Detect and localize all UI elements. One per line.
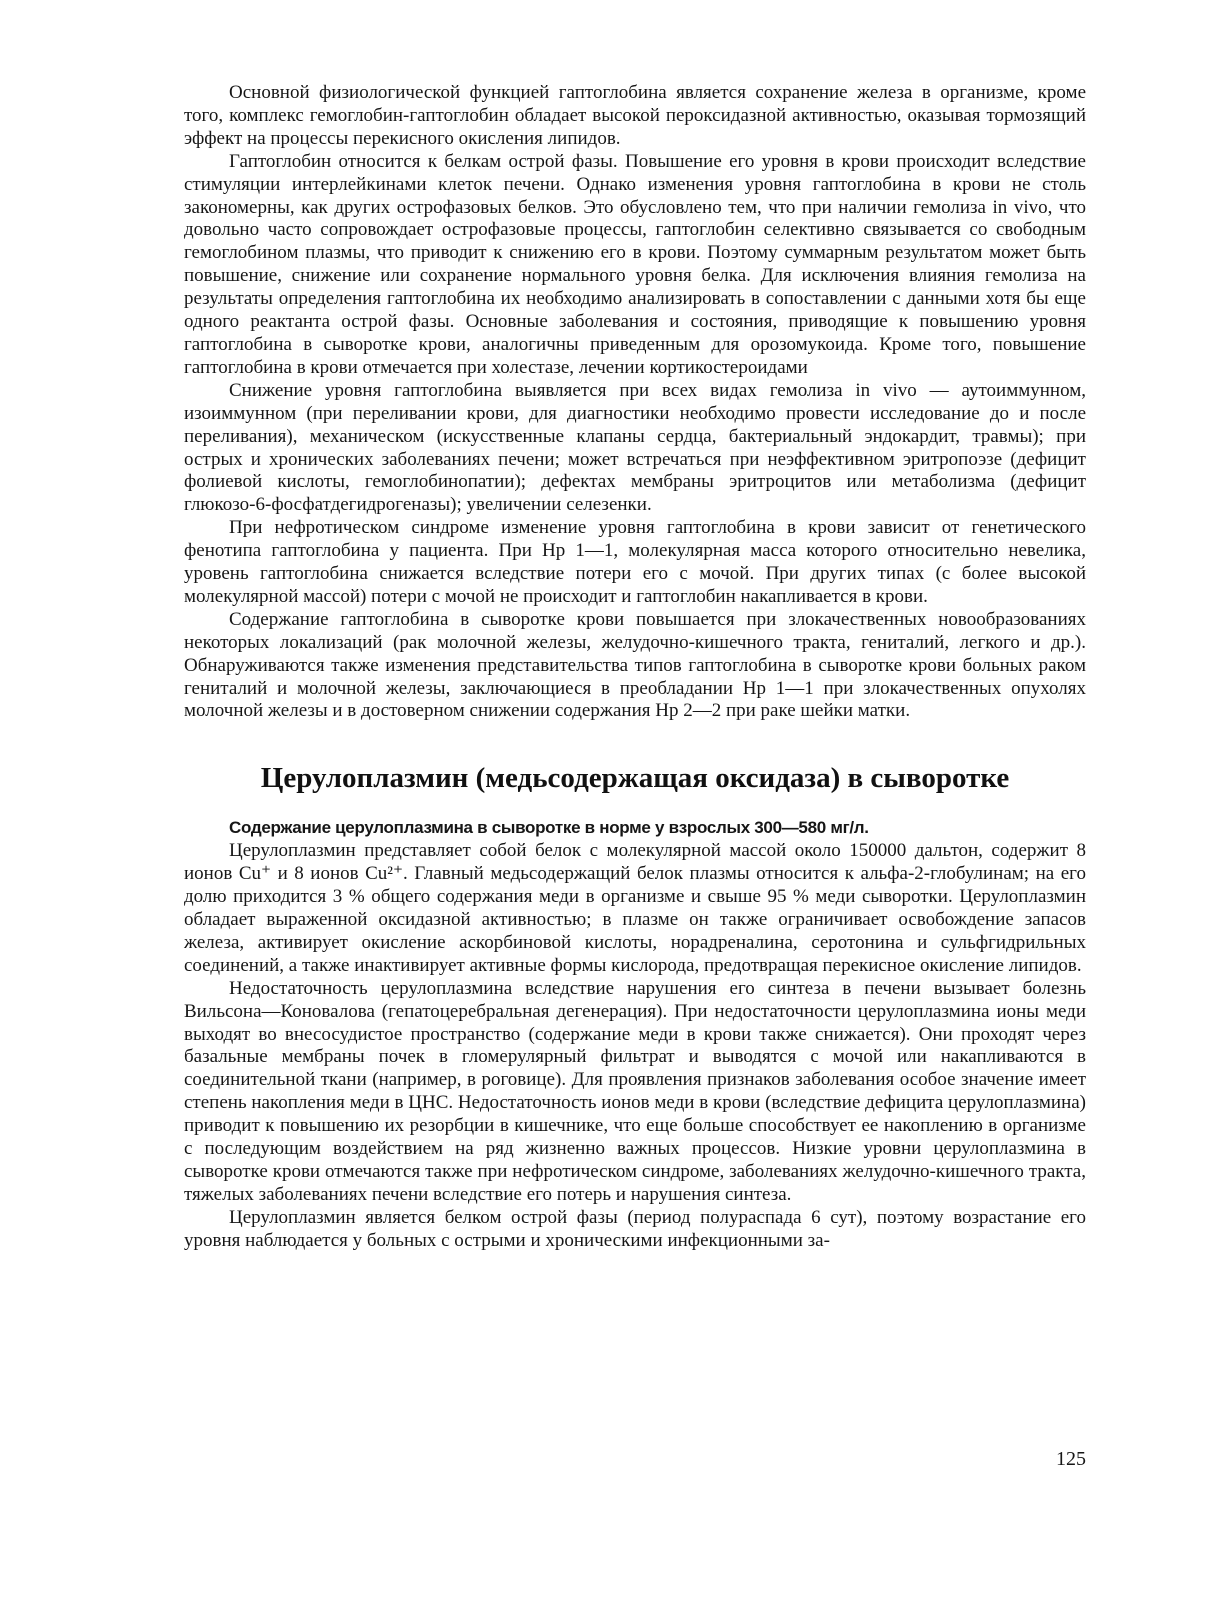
paragraph-ceruloplasmin-deficiency: Недостаточность церулоплазмина вследствие нарушения его синтеза в печени вызывает болезнь Вильсона—Коновалова (гепатоцеребральная дегенерация). При недостаточности церулоплазмина ионы меди выходят во внесосудистое пространство (содержание меди в крови также снижается). Они проходят через базальные мембраны почек в гломерулярный фильтрат и выводятся с мочой или накапливаются в соединительной ткани (например, в роговице). Для проявления признаков заболевания особое значение имеет степень накопления меди в ЦНС. Недостаточность ионов меди в крови (вследствие дефицита церулоплазмина) приводит к повышению их резорбции в кишечнике, что еще больше способствует ее накоплению в организме с последующим воздействием на ряд жизненно важных процессов. Низкие уровни церулоплазмина в сыворотке крови отмечаются также при нефротическом синдроме, заболеваниях желудочно-кишечного тракта, тяжелых заболеваниях печени вследствие его потерь и нарушения синтеза. bbox=[184, 977, 1086, 1205]
paragraph-haptoglobin-acute-phase: Гаптоглобин относится к белкам острой фазы. Повышение его уровня в крови происходит вследствие стимуляции интерлейкинами клеток печени. Однако изменения уровня гаптоглобина в крови не столь закономерны, как других острофазовых белков. Это обусловлено тем, что при наличии гемолиза in vivo, что довольно часто сопровождает острофазовые процессы, гаптоглобин селективно связывается со свободным гемоглобином плазмы, что приводит к снижению его в крови. Поэтому суммарным результатом может быть повышение, снижение или сохранение нормального уровня белка. Для исключения влияния гемолиза на результаты определения гаптоглобина их необходимо анализировать в сопоставлении с данными хотя бы еще одного реактанта острой фазы. Основные заболевания и состояния, приводящие к повышению уровня гаптоглобина в сыворотке крови, аналогичны приведенным для орозомукоида. Кроме того, повышение гаптоглобина в крови отмечается при холестазе, лечении кортикостероидами bbox=[184, 150, 1086, 378]
paragraph-haptoglobin-nephrotic: При нефротическом синдроме изменение уровня гаптоглобина в крови зависит от генетического фенотипа гаптоглобина у пациента. При Hp 1—1, молекулярная масса которого относительно невелика, уровень гаптоглобина снижается вследствие потери его с мочой. При других типах (с более высокой молекулярной массой) потери с мочой не происходит и гаптоглобин накапливается в крови. bbox=[184, 517, 1086, 607]
paragraph-ceruloplasmin-acute-phase: Церулоплазмин является белком острой фазы (период полураспада 6 сут), поэтому возрастание его уровня наблюдается у больных с острыми и хроническими инфекционными за- bbox=[184, 1206, 1086, 1251]
paragraph-haptoglobin-function: Основной физиологической функцией гаптоглобина является сохранение железа в организме, кроме того, комплекс гемоглобин-гаптоглобин обладает высокой пероксидазной активностью, оказывая тормозящий эффект на процессы перекисного окисления липидов. bbox=[184, 82, 1086, 149]
reference-range-line: Содержание церулоплазмина в сыворотке в норме у взрослых 300—580 мг/л. bbox=[229, 818, 869, 838]
book-page-text bbox=[184, 82, 1086, 1253]
paragraph-haptoglobin-oncology: Содержание гаптоглобина в сыворотке крови повышается при злокачественных новообразованиях некоторых локализаций (рак молочной железы, желудочно-кишечного тракта, гениталий, легкого и др.). Обнаруживаются также изменения представительства типов гаптоглобина в сыворотке крови больных раком гениталий и молочной железы, заключающиеся в преобладании Hp 1—1 при злокачественных опухолях молочной железы и в достоверном снижении содержания Hp 2—2 при раке шейки матки. bbox=[184, 608, 1086, 722]
section-heading-ceruloplasmin: Церулоплазмин (медьсодержащая оксидаза) в сыворотке bbox=[260, 762, 1010, 795]
paragraph-ceruloplasmin-description: Церулоплазмин представляет собой белок с молекулярной массой около 150000 дальтон, содержит 8 ионов Cu⁺ и 8 ионов Cu²⁺. Главный медьсодержащий белок плазмы относится к альфа-2-глобулинам; на его долю приходится 3 % общего содержания меди в организме и свыше 95 % меди сыворотки. Церулоплазмин обладает выраженной оксидазной активностью; в плазме он также ограничивает освобождение запасов железа, активирует окисление аскорбиновой кислоты, норадреналина, серотонина и сульфгидрильных соединений, а также инактивирует активные формы кислорода, предотвращая перекисное окисление липидов. bbox=[184, 840, 1086, 976]
paragraph-haptoglobin-decrease: Снижение уровня гаптоглобина выявляется при всех видах гемолиза in vivo — аутоиммунном, изоиммунном (при переливании крови, для диагностики необходимо провести исследование до и после переливания), механическом (искусственные клапаны сердца, бактериальный эндокардит, травмы); при острых и хронических заболеваниях печени; может встречаться при неэффективном эритропоэзе (дефицит фолиевой кислоты, гемоглобинопатии); дефектах мембраны эритроцитов или метаболизма (дефицит глюкозо-6-фосфатдегидрогеназы); увеличении селезенки. bbox=[184, 379, 1086, 516]
page-number: 125 bbox=[1056, 1448, 1086, 1470]
